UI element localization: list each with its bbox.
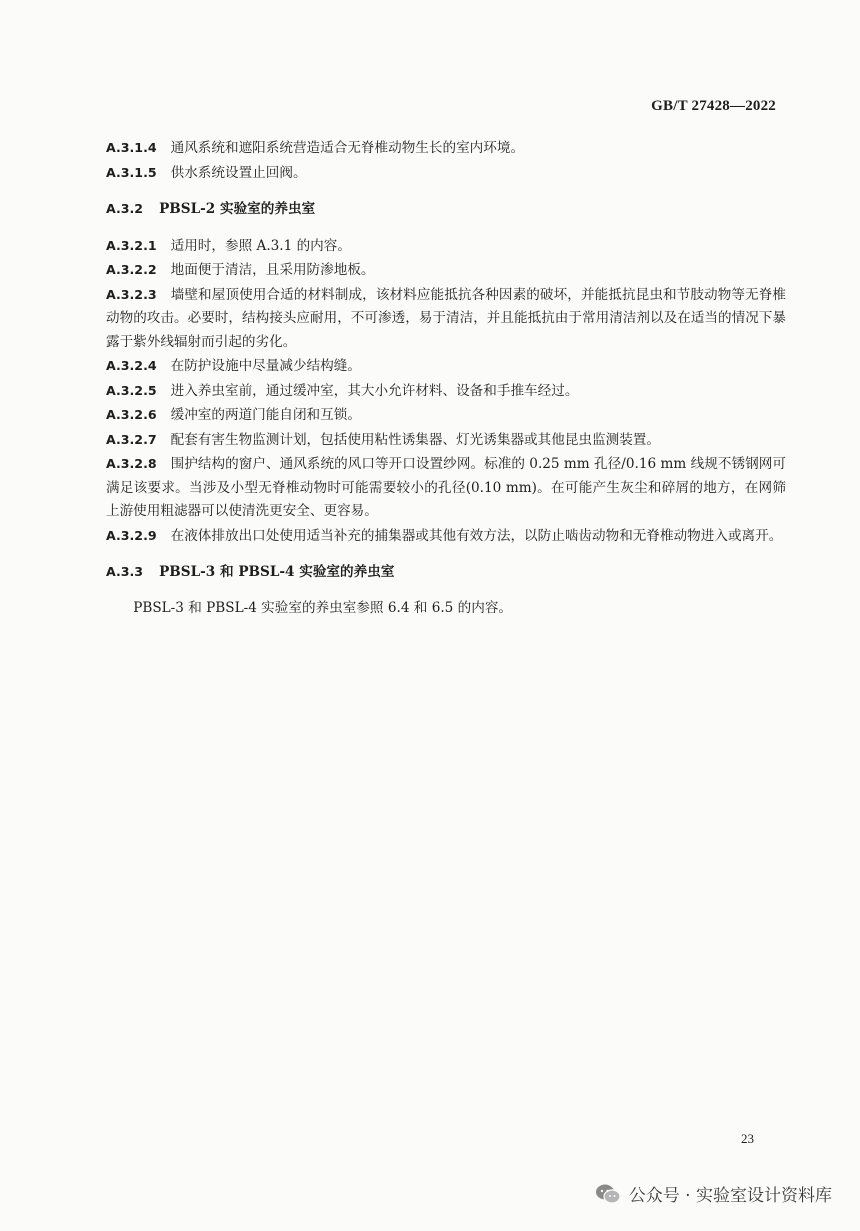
clause-number: A.3.1.5 [106, 164, 157, 180]
clause [106, 403, 786, 428]
clause [106, 234, 786, 259]
clause-text: 在液体排放出口处使用适当补充的捕集器或其他有效方法，以防止啮齿动物和无脊椎动物进入或离开。 [170, 527, 783, 544]
clause-number: A.3.2.4 [106, 358, 157, 373]
clause [106, 452, 786, 524]
clause [106, 161, 786, 186]
clause-text: 通风系统和遮阳系统营造适合无脊椎动物生长的室内环境。 [170, 140, 525, 156]
section-number: A.3.3 [106, 564, 144, 579]
clause [106, 258, 786, 283]
clause-text: 围护结构的窗户、通风系统的风口等开口设置纱网。标准的 0.25 mm 孔径/0.16 mm 线规不锈钢网可满足该要求。当涉及小型无脊椎动物时可能需要较小的孔径(0.10 mm)。在可能产生灰尘和碎屑的地方，在网筛上游使用粗滤器可以使清洗更安全、更容易。 [106, 456, 786, 519]
page-number: 23 [741, 1131, 754, 1146]
clause-number: A.3.2.6 [106, 407, 157, 422]
clause-text: 适用时，参照 A.3.1 的内容。 [170, 237, 351, 254]
clause [106, 136, 786, 161]
watermark-text: 公众号 · 实验室设计资料库 [628, 1186, 832, 1206]
clause-text: 在防护设施中尽量减少结构缝。 [170, 358, 361, 374]
clause [106, 283, 786, 355]
standard-code: GB/T 27428—2022 [651, 98, 776, 114]
clause [106, 524, 786, 549]
clause [106, 379, 786, 404]
clause-number: A.3.2.1 [106, 237, 157, 253]
clause-text: 配套有害生物监测计划，包括使用粘性诱集器、灯光诱集器或其他昆虫监测装置。 [170, 431, 660, 448]
clause-number: A.3.2.5 [106, 382, 157, 398]
watermark [595, 1181, 832, 1206]
section-heading-a33 [106, 560, 786, 585]
clause-number: A.3.2.3 [106, 286, 157, 302]
section-paragraph: PBSL-3 和 PBSL-4 实验室的养虫室参照 6.4 和 6.5 的内容。 [133, 599, 513, 616]
clause-text: 墙壁和屋顶使用合适的材料制成，该材料应能抵抗各种因素的破坏，并能抵抗昆虫和节肢动物等无脊椎动物的攻击。必要时，结构接头应耐用，不可渗透，易于清洁，并且能抵抗由于常用清洁剂以及在适当的情况下暴露于紫外线辐射而引起的劣化。 [106, 286, 786, 350]
clause-number: A.3.2.2 [106, 262, 157, 277]
clause-number: A.3.2.9 [106, 527, 157, 543]
clause-number: A.3.2.8 [106, 456, 157, 471]
clause [106, 354, 786, 379]
clause-text: 供水系统设置止回阀。 [170, 164, 307, 181]
section-number: A.3.2 [106, 201, 144, 216]
clause-text: 进入养虫室前，通过缓冲室，其大小允许材料、设备和手推车经过。 [170, 382, 579, 399]
section-heading-a32 [106, 197, 786, 222]
section-title: PBSL-3 和 PBSL-4 实验室的养虫室 [159, 564, 395, 580]
clause-text: 地面便于清洁，且采用防渗地板。 [170, 262, 375, 278]
wechat-icon [595, 1183, 621, 1205]
clause-number: A.3.2.7 [106, 431, 157, 447]
clause [106, 428, 786, 453]
section-title: PBSL-2 实验室的养虫室 [159, 201, 316, 217]
page-content [106, 136, 786, 620]
clause-text: 缓冲室的两道门能自闭和互锁。 [170, 407, 361, 423]
clause-number: A.3.1.4 [106, 140, 157, 155]
